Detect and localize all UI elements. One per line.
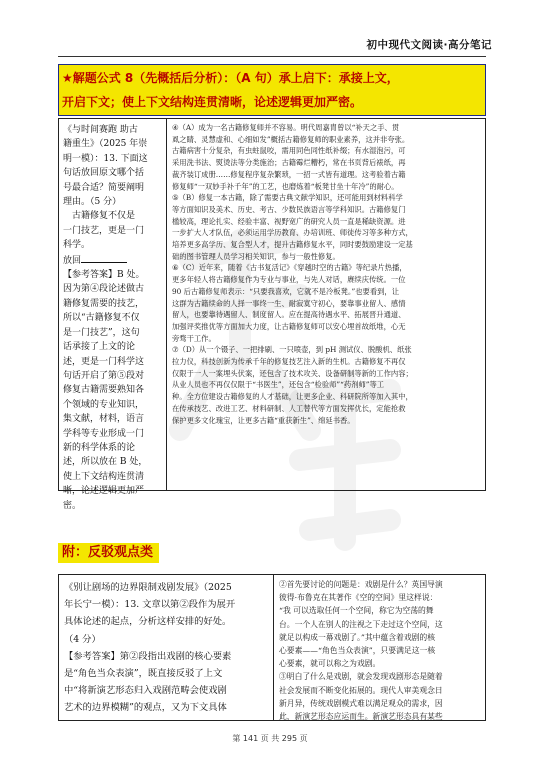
text-line: 明一模）：13. 下面这 [63, 153, 148, 164]
question-cell-1 [59, 119, 167, 511]
text-line: 理由。（5 分） [63, 197, 122, 208]
text-line: 培养更多高学历、复合型人才，提升古籍修复水平，同时要鼓励建设一定基 [172, 240, 413, 250]
text-line: 句话开启了第⑤段对 [63, 370, 145, 381]
text-line: 从业人员也不再仅仅限于“书医生”，还包含“检验师”“药剂师”等工 [172, 380, 385, 390]
text-line: 在传承技艺、改进工艺、材料研制、人工替代等方面发挥优长，定能抢救 [172, 403, 406, 413]
text-line: 旁骛干工作。 [172, 333, 216, 343]
text-line: 述，所以放在 B 处， [63, 457, 148, 468]
text-line: 保护更多文化瑰宝，让更多古籍“重获新生”、绵延书香。 [172, 415, 355, 425]
text-line: 个领域的专业知识， [63, 399, 145, 410]
text-line: ⑦（D）从一个镊子、一把排刷、一只喷壶，到 pH 测试仪、脱酸机、纸张 [172, 345, 412, 355]
text-line: 新的科学体系的论 [63, 442, 136, 453]
text-line: 础的图书管理人员学习相关知识，参与一般性修复。 [172, 251, 340, 261]
formula-line-2: 开启下文；使上下文结构连贯清晰，论述逻辑更加严密。 [62, 95, 363, 109]
text-line: 籍修复需要的技艺， [63, 298, 145, 309]
text-line: 彼得·布鲁克在其著作《空的空间》里这样说： [279, 593, 438, 603]
text-line: ④（A）成为一名古籍修复师并不容易。明代周嘉胄曾以“补天之手、贯 [172, 123, 400, 132]
text-line: 种。全方位建设古籍修复的人才基础，让更多企业、科研院所等加入其中， [172, 392, 413, 402]
text-line: 90 后古籍修复师表示：“只要我喜欢，它就不是冷板凳。”也要看到，让 [172, 286, 400, 296]
text-line: 此，新演艺形态应运而生。新演艺形态具有某些 [279, 712, 443, 722]
section-heading: 附：反驳观点类 [58, 543, 159, 563]
text-line: 具体论述的起点，分析这样安排的好处。 [64, 616, 232, 628]
answer-blank-line: 放回 [63, 253, 163, 268]
reference-answer [63, 268, 163, 513]
text-line: 艺术的边界模糊”的观点，又为下文具体 [64, 702, 227, 714]
header-divider [58, 56, 486, 57]
text-line: ②首先要讨论的问题是：戏剧是什么？英国导演 [279, 580, 443, 589]
text-line: 加强评奖推优等方面加大力度，让古籍修复师可以安心埋首故纸堆，心无 [172, 321, 406, 331]
question-text [64, 579, 269, 717]
text-line: 《与时间赛跑 助古 [63, 125, 138, 135]
text-line: ⑤（B）修复一本古籍，除了需要古典文献学知识，还可能用到材料科学 [172, 193, 403, 203]
text-line: 是一门技艺”，这句 [63, 327, 140, 338]
text-line: 裁齐装订成册……修复程序复杂繁琐，一招一式皆有道理。这考验着古籍 [172, 169, 406, 179]
text-line: “我 可以选取任何一个空间，称它为空荡的舞 [279, 606, 434, 616]
text-line: 虱之睛、灵慧虚和、心细如发”概括古籍修复师的职业素养，这并非夸张。 [172, 134, 410, 144]
answer-blank [81, 253, 127, 263]
passage-cell-1 [167, 119, 485, 490]
text-line: （4 分） [64, 633, 101, 645]
text-line: 留人，也要靠待遇留人、制度留人。应在提高待遇水平、拓展晋升通道、 [172, 310, 406, 320]
text-line: 采用洗书法、熨烫法等分类施治；古籍霉烂糟朽，常在书页背后裱纸，再 [172, 158, 406, 168]
text-line: 这群为古籍续命的人择一事终一生、耐寂寞守初心，要靠事业留人、感情 [172, 298, 406, 308]
text-line: 等方面知识及美术、历史、考古、少数民族语言等学科知识。古籍修复门 [172, 204, 406, 214]
text-line: 古籍病害十分复杂，有虫蛀鼠咬，需用同色同性纸补缀；有水湿泡污，可 [172, 146, 406, 156]
passage-cell-2 [274, 575, 485, 720]
text-line: ③明白了什么是戏剧，就会发现戏剧形态是随着 [279, 672, 443, 682]
page-number: 第 141 页 共 295 页 [232, 734, 308, 743]
text-line: 一步扩大人才队伍，必须运用学历教育、办培训班、师徒传习等多种方式， [172, 228, 413, 238]
text-line: 修复师“一双妙手补千年”的工艺，也磨炼着“板凳甘坐十年冷”的耐心。 [172, 181, 399, 191]
question-cell-2 [59, 575, 274, 720]
text-line: 更多年轻人将古籍修复作为专业与事业，与先人对话，赓续庆传统。一位 [172, 275, 406, 285]
question-text [63, 123, 163, 253]
text-line: 【参考答案】第②段指出戏剧的核心要素 [64, 650, 232, 662]
text-line: 科学。 [63, 240, 91, 251]
text-line: 述，更是一门科学这 [63, 356, 145, 367]
text-line: 使上下文结构连贯清 [63, 471, 145, 482]
formula-line-1: ★解题公式 8（先概括后分析）：（A 句）承上启下：承接上文， [62, 71, 399, 85]
passage-text [279, 578, 481, 723]
text-line: 古籍修复不仅是 [63, 211, 136, 222]
text-line: 《别让剧场的边界限制戏剧发展》（2025 [64, 582, 232, 593]
text-line: 因为第④段论述做古 [63, 284, 145, 295]
text-line: 集文献，材料，语言 [63, 414, 145, 425]
text-line: 新月异，传统戏剧模式难以满足观众的需求，因 [279, 698, 443, 708]
text-line: 晰，论述逻辑更加严 [63, 486, 145, 497]
text-line: 年长宁一模）：13. 文章以第②段作为展开 [64, 599, 236, 611]
text-line: 号最合适？简要阐明 [63, 182, 145, 193]
text-line: 【参考答案】B 处。 [63, 270, 145, 281]
text-line: 仅限于一人一案埋头伏案，还包含了技术攻关、设备研制等新的工作内容； [172, 368, 413, 378]
text-line: 一门技艺，更是一门 [63, 225, 145, 236]
formula-banner [58, 64, 486, 116]
text-line: 话承接了上文的论 [63, 342, 136, 353]
text-line: ⑥（C）近年来，随着《古书复活记》《穿越时空的古籍》等纪录片热播， [172, 263, 407, 273]
text-line: 就足以构成一幕戏剧了。”其中蕴含着戏剧的核 [279, 632, 436, 642]
text-line: 籍重生》（2025 年崇 [63, 139, 148, 150]
text-line: 修复古籍需要熟知各 [63, 385, 145, 396]
running-header: 初中现代文阅读·高分笔记 [366, 39, 492, 51]
text-line: 社会发展而不断变化拓展的。现代人审美观念日 [279, 685, 443, 695]
text-line: 拉力仪，科技创新为传承千年的修复技艺注入新的生机。古籍修复不再仅 [172, 357, 406, 367]
text-line: 密。 [63, 500, 82, 511]
text-line: 心要素，就可以称之为戏剧。 [279, 659, 381, 669]
text-line: 心要素——“角色当众表演”，只要满足这一核 [279, 646, 436, 656]
text-line: 是“角色当众表演”，既直接反驳了上文 [64, 668, 223, 680]
example-table-1 [58, 118, 486, 511]
text-line: 所以“古籍修复不仅 [63, 313, 140, 324]
passage-text [172, 122, 481, 426]
text-line: 学科等专业形成一门 [63, 428, 145, 439]
example-table-2 [58, 574, 486, 721]
text-line: 台。一个人在别人的注视之下走过这个空间，这 [279, 619, 443, 629]
text-line: 句话放回原文哪个括 [63, 168, 145, 179]
text-line: 槛较高，理论扎实、经验丰富、视野宽广的研究人员一直是稀缺资源。进 [172, 216, 406, 226]
text-line: 中“将新演艺形态归入戏剧范畴会使戏剧 [64, 685, 227, 697]
